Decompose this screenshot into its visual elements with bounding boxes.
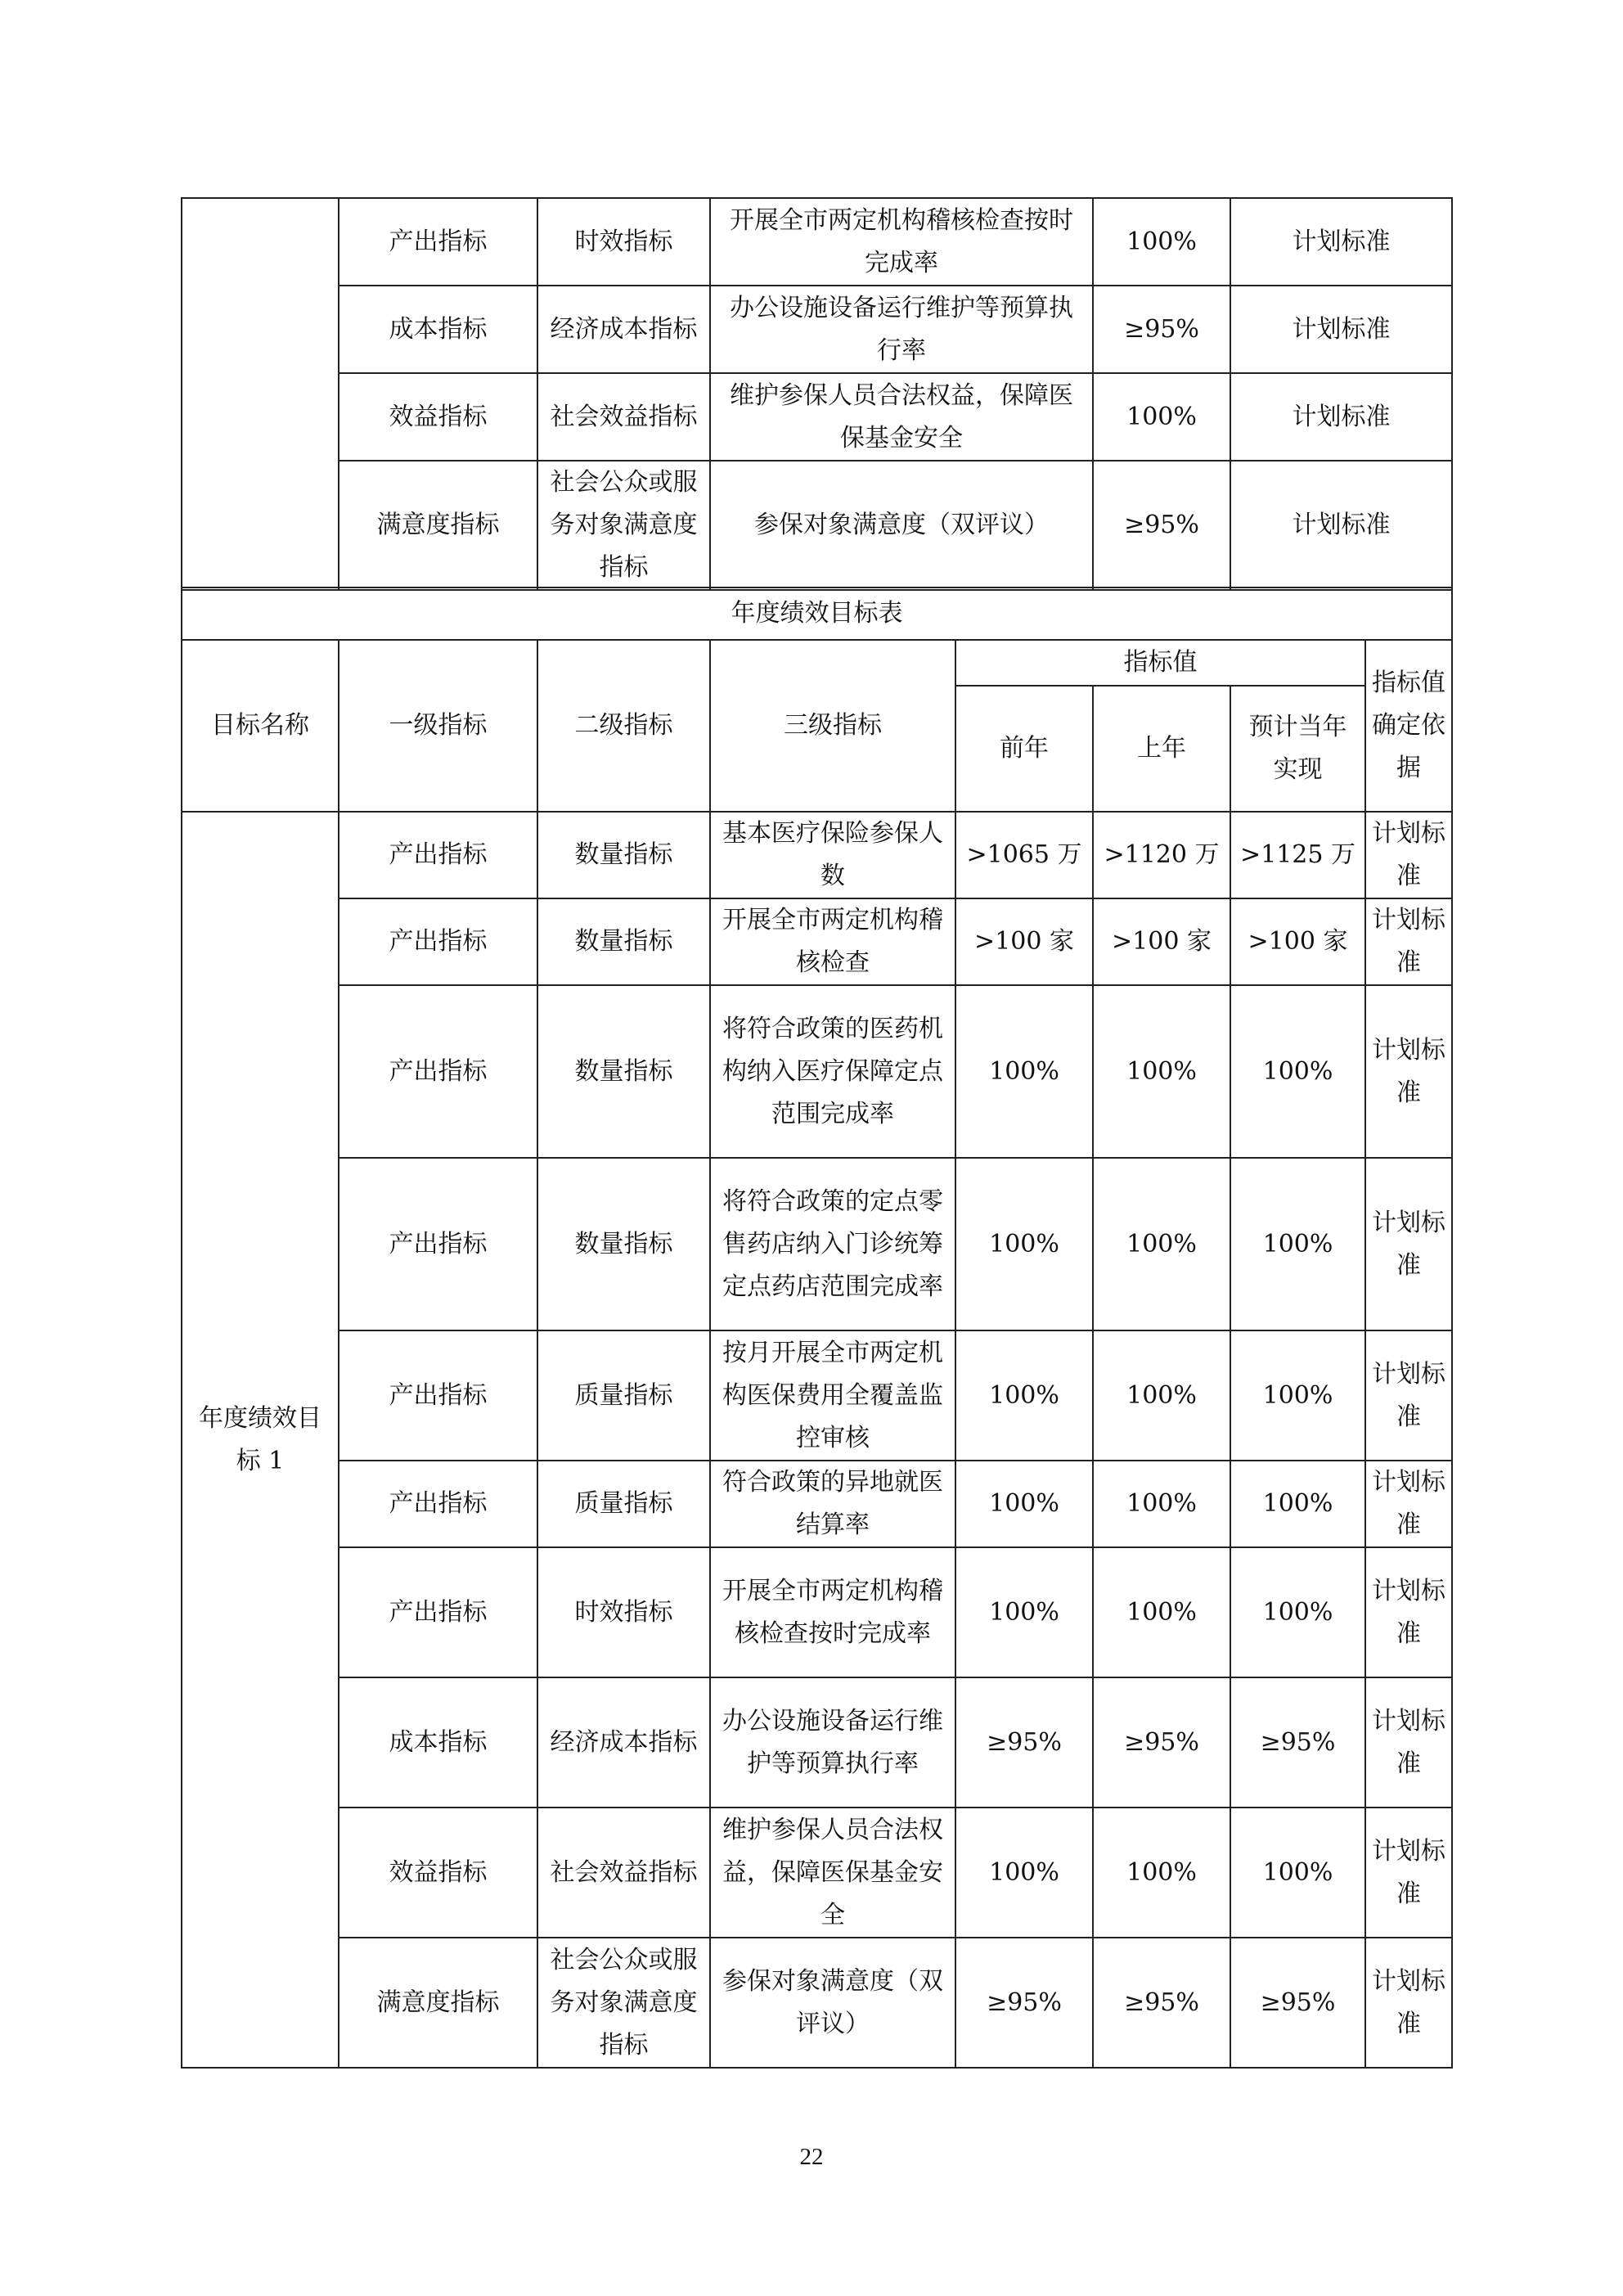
level2-cell: 时效指标: [537, 1547, 710, 1677]
level3-cell: 开展全市两定机构稽核检查按时完成率: [710, 1547, 955, 1677]
level3-cell: 符合政策的异地就医结算率: [710, 1461, 955, 1547]
basis-cell: 计划标准: [1365, 1938, 1452, 2068]
level1-cell: 产出指标: [339, 198, 537, 286]
level1-cell: 满意度指标: [339, 1938, 537, 2068]
level3-cell: 开展全市两定机构稽核检查: [710, 898, 955, 985]
prev-year-value: 100%: [955, 1158, 1093, 1330]
level2-cell: 数量指标: [537, 812, 710, 898]
header-expected: 预计当年实现: [1230, 686, 1365, 812]
goal-name-cell: 年度绩效目标 1: [182, 812, 339, 2068]
header-level2: 二级指标: [537, 640, 710, 812]
basis-cell: 计划标准: [1365, 1330, 1452, 1461]
level3-cell: 开展全市两定机构稽核检查按时完成率: [710, 198, 1093, 286]
level2-cell: 数量指标: [537, 898, 710, 985]
level3-cell: 办公设施设备运行维护等预算执行率: [710, 286, 1093, 373]
level2-cell: 社会公众或服务对象满意度指标: [537, 461, 710, 590]
level2-cell: 质量指标: [537, 1330, 710, 1461]
prev-year-value: >100 家: [955, 898, 1093, 985]
level2-cell: 数量指标: [537, 985, 710, 1158]
table-row: [182, 1547, 1452, 1677]
last-year-value: 100%: [1093, 1330, 1230, 1461]
level2-cell: 时效指标: [537, 198, 710, 286]
basis-cell: 计划标准: [1365, 1808, 1452, 1938]
section-title: 年度绩效目标表: [182, 588, 1452, 640]
header-basis: 指标值确定依据: [1365, 640, 1452, 812]
goal-cell-empty: [182, 198, 339, 590]
expected-value: 100%: [1230, 985, 1365, 1158]
section-title-row: [182, 588, 1452, 640]
table-row: [182, 985, 1452, 1158]
header-goal: 目标名称: [182, 640, 339, 812]
level2-cell: 经济成本指标: [537, 286, 710, 373]
value-cell: ≥95%: [1093, 461, 1230, 590]
basis-cell: 计划标准: [1230, 373, 1452, 461]
basis-cell: 计划标准: [1365, 898, 1452, 985]
basis-cell: 计划标准: [1365, 1677, 1452, 1808]
expected-value: ≥95%: [1230, 1677, 1365, 1808]
level1-cell: 产出指标: [339, 1158, 537, 1330]
table-row: [182, 1330, 1452, 1461]
expected-value: 100%: [1230, 1547, 1365, 1677]
level1-cell: 效益指标: [339, 1808, 537, 1938]
last-year-value: ≥95%: [1093, 1938, 1230, 2068]
header-row: [182, 640, 1452, 686]
last-year-value: >1120 万: [1093, 812, 1230, 898]
level2-cell: 质量指标: [537, 1461, 710, 1547]
last-year-value: 100%: [1093, 1808, 1230, 1938]
table-row: [182, 461, 1452, 590]
level1-cell: 效益指标: [339, 373, 537, 461]
basis-cell: 计划标准: [1365, 1547, 1452, 1677]
level3-cell: 将符合政策的医药机构纳入医疗保障定点范围完成率: [710, 985, 955, 1158]
table-row: [182, 198, 1452, 286]
basis-cell: 计划标准: [1230, 461, 1452, 590]
level3-cell: 基本医疗保险参保人数: [710, 812, 955, 898]
table-row: [182, 1677, 1452, 1808]
table-row: [182, 812, 1452, 898]
value-cell: 100%: [1093, 198, 1230, 286]
prev-year-value: 100%: [955, 1330, 1093, 1461]
header-level3: 三级指标: [710, 640, 955, 812]
expected-value: ≥95%: [1230, 1938, 1365, 2068]
prev-year-value: 100%: [955, 1808, 1093, 1938]
basis-cell: 计划标准: [1365, 1158, 1452, 1330]
expected-value: 100%: [1230, 1461, 1365, 1547]
page-number: 22: [799, 2144, 824, 2170]
value-cell: 100%: [1093, 373, 1230, 461]
level1-cell: 产出指标: [339, 985, 537, 1158]
level2-cell: 数量指标: [537, 1158, 710, 1330]
table-row: [182, 898, 1452, 985]
prev-year-value: ≥95%: [955, 1677, 1093, 1808]
last-year-value: 100%: [1093, 1547, 1230, 1677]
level3-cell: 维护参保人员合法权益，保障医保基金安全: [710, 1808, 955, 1938]
level3-cell: 参保对象满意度（双评议）: [710, 1938, 955, 2068]
level3-cell: 维护参保人员合法权益，保障医保基金安全: [710, 373, 1093, 461]
header-level1: 一级指标: [339, 640, 537, 812]
prev-year-value: 100%: [955, 1461, 1093, 1547]
level3-cell: 办公设施设备运行维护等预算执行率: [710, 1677, 955, 1808]
header-last-year: 上年: [1093, 686, 1230, 812]
table-row: [182, 1808, 1452, 1938]
top-indicator-table: [181, 197, 1453, 591]
basis-cell: 计划标准: [1365, 1461, 1452, 1547]
basis-cell: 计划标准: [1230, 286, 1452, 373]
table-row: [182, 1461, 1452, 1547]
last-year-value: ≥95%: [1093, 1677, 1230, 1808]
level2-cell: 社会效益指标: [537, 1808, 710, 1938]
last-year-value: 100%: [1093, 985, 1230, 1158]
expected-value: 100%: [1230, 1330, 1365, 1461]
expected-value: >1125 万: [1230, 812, 1365, 898]
expected-value: 100%: [1230, 1808, 1365, 1938]
basis-cell: 计划标准: [1230, 198, 1452, 286]
basis-cell: 计划标准: [1365, 812, 1452, 898]
level1-cell: 产出指标: [339, 1330, 537, 1461]
prev-year-value: 100%: [955, 1547, 1093, 1677]
header-indicator-value: 指标值: [955, 640, 1365, 686]
table-row: [182, 373, 1452, 461]
table-row: [182, 1938, 1452, 2068]
header-prev-year: 前年: [955, 686, 1093, 812]
table-row: [182, 286, 1452, 373]
level1-cell: 产出指标: [339, 1547, 537, 1677]
level1-cell: 成本指标: [339, 1677, 537, 1808]
expected-value: 100%: [1230, 1158, 1365, 1330]
basis-cell: 计划标准: [1365, 985, 1452, 1158]
annual-performance-table: [181, 587, 1453, 2069]
level3-cell: 参保对象满意度（双评议）: [710, 461, 1093, 590]
level2-cell: 社会效益指标: [537, 373, 710, 461]
level1-cell: 产出指标: [339, 898, 537, 985]
level3-cell: 将符合政策的定点零售药店纳入门诊统筹定点药店范围完成率: [710, 1158, 955, 1330]
last-year-value: 100%: [1093, 1461, 1230, 1547]
prev-year-value: >1065 万: [955, 812, 1093, 898]
prev-year-value: 100%: [955, 985, 1093, 1158]
level3-cell: 按月开展全市两定机构医保费用全覆盖监控审核: [710, 1330, 955, 1461]
expected-value: >100 家: [1230, 898, 1365, 985]
level2-cell: 经济成本指标: [537, 1677, 710, 1808]
level1-cell: 满意度指标: [339, 461, 537, 590]
last-year-value: 100%: [1093, 1158, 1230, 1330]
level1-cell: 产出指标: [339, 812, 537, 898]
table-row: [182, 1158, 1452, 1330]
level1-cell: 产出指标: [339, 1461, 537, 1547]
last-year-value: >100 家: [1093, 898, 1230, 985]
prev-year-value: ≥95%: [955, 1938, 1093, 2068]
level2-cell: 社会公众或服务对象满意度指标: [537, 1938, 710, 2068]
value-cell: ≥95%: [1093, 286, 1230, 373]
level1-cell: 成本指标: [339, 286, 537, 373]
